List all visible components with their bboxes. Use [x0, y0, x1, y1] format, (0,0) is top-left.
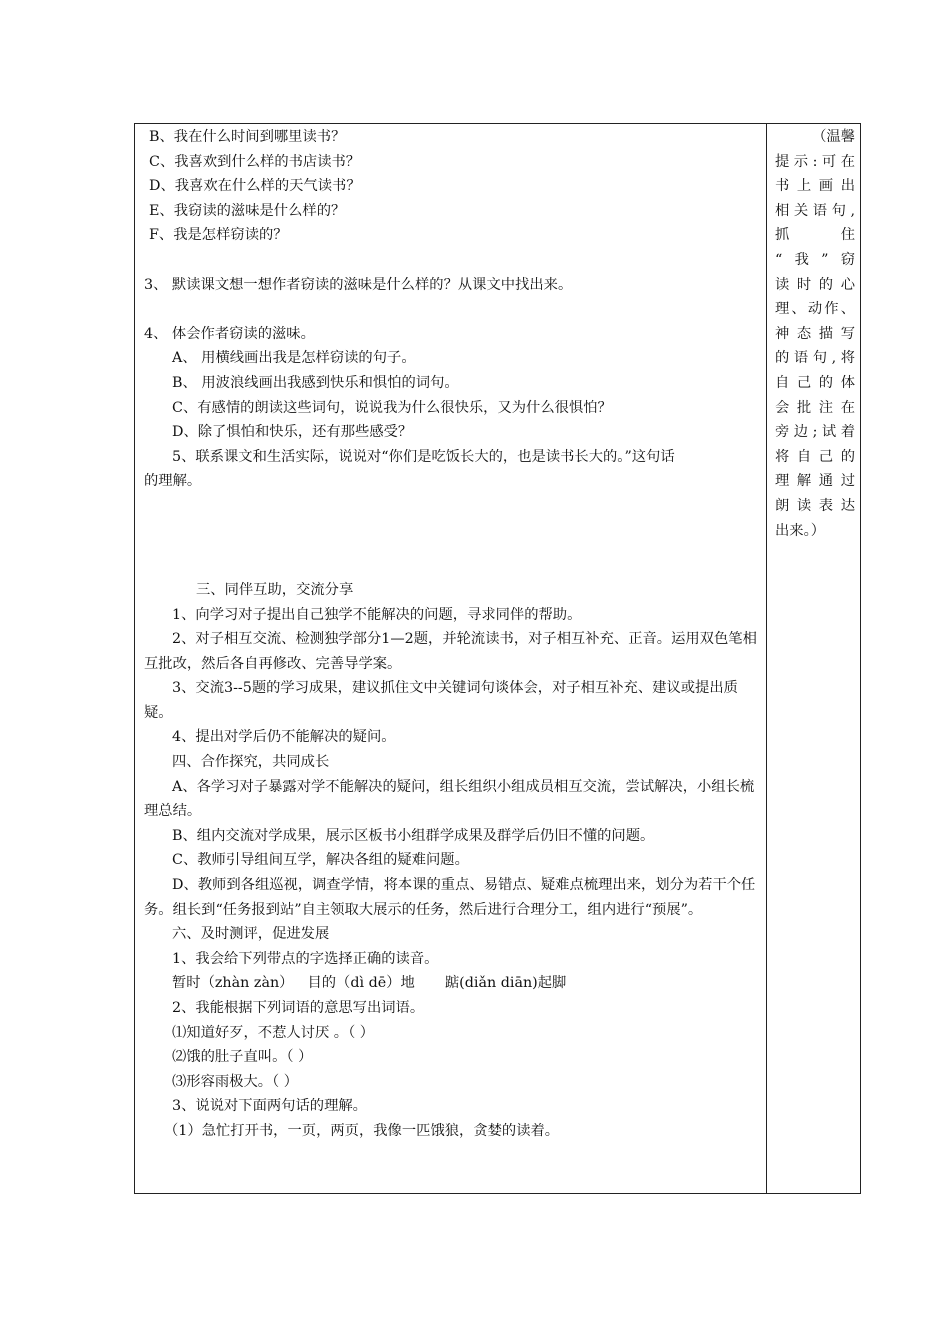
- hint-line: 抓 住: [775, 227, 855, 244]
- hint-line: 会批注在: [775, 399, 855, 416]
- section-4-item-d: D、教师到各组巡视，调查学情，将本课的重点、易错点、疑难点梳理出来，划分为若干个任务。组长到“任务报到站”自主领取大展示的任务，然后进行合理分工，组内进行“预展”。: [144, 877, 756, 918]
- section-4-item-a: A、各学习对子暴露对学不能解决的疑问，组长组织小组成员相互交流，尝试解决，小组长梳理总结。: [144, 778, 755, 820]
- q4-item-c: C、有感情的朗读这些词句，说说我为什么很快乐，又为什么很惧怕？: [172, 399, 612, 416]
- s6-q3-item-1: （1）急忙打开书，一页，两页，我像一匹饿狼，贪婪的读着。: [164, 1122, 560, 1139]
- hint-line: 读时的心: [775, 276, 855, 293]
- q2-option-d: D、我喜欢在什么样的天气读书？: [149, 178, 361, 195]
- s6-q1-pinyin-row: [144, 971, 760, 996]
- main-column: [144, 125, 760, 1144]
- q2-option-f: F、我是怎样窃读的？: [149, 227, 288, 244]
- section-3-item-4: 4、提出对学后仍不能解决的疑问。: [172, 729, 396, 746]
- hint-line: （温馨: [812, 129, 855, 145]
- hint-line: 朗读表达: [775, 497, 855, 514]
- q4-item-d: D、除了惧怕和快乐，还有那些感受？: [172, 424, 413, 441]
- q2-option-c: C、我喜欢到什么样的书店读书？: [149, 153, 361, 170]
- pinyin-choice-dianjiao: 踮(diǎn diān)起脚: [444, 975, 567, 992]
- q4-item-b: B、 用波浪线画出我感到快乐和惧怕的词句。: [172, 374, 459, 391]
- hint-line: 书上画出: [775, 178, 855, 195]
- column-divider: [766, 123, 767, 1194]
- pinyin-choice-zanshi: 暂时（zhàn zàn）: [172, 975, 294, 992]
- s6-q2-item-2: ⑵饿的肚子直叫。（ ）: [172, 1049, 313, 1066]
- hint-line: 将自己的: [775, 448, 855, 465]
- section-4-item-b: B、组内交流对学成果，展示区板书小组群学成果及群学后仍旧不懂的问题。: [172, 827, 655, 844]
- hint-line: 自己的体: [775, 374, 855, 391]
- section-3-item-2: 2、对子相互交流、检测独学部分1—2题，并轮流读书，对子相互补充、正音。运用双色笔相互批改，然后各自再修改、完善导学案。: [144, 631, 757, 672]
- hint-line: “我”窃: [775, 251, 855, 268]
- s6-question-3: 3、说说对下面两句话的理解。: [172, 1098, 367, 1115]
- hint-line: 相关语句,: [775, 202, 855, 219]
- hint-line: 的语句,将: [775, 350, 855, 367]
- section-3-item-1: 1、向学习对子提出自己独学不能解决的问题，寻求同伴的帮助。: [172, 606, 582, 623]
- s6-q2-item-1: ⑴知道好歹，不惹人讨厌 。（ ）: [172, 1024, 375, 1041]
- section-3-title: 三、同伴互助，交流分享: [196, 581, 354, 598]
- section-4-item-c: C、教师引导组间互学，解决各组的疑难问题。: [172, 852, 469, 869]
- q4-item-a: A、 用横线画出我是怎样窃读的句子。: [172, 350, 416, 367]
- question-4: 4、 体会作者窃读的滋味。: [144, 325, 315, 342]
- section-4-title: 四、合作探究，共同成长: [172, 754, 330, 771]
- hint-column: [775, 125, 855, 543]
- hint-line: 神态描写: [775, 325, 855, 342]
- hint-line: 理解通过: [775, 473, 855, 490]
- section-3-item-3: 3、交流3--5题的学习成果，建议抓住文中关键词句谈体会，对子相互补充、建议或提出质疑。: [144, 680, 738, 721]
- q2-option-b: B、我在什么时间到哪里读书？: [149, 129, 346, 145]
- s6-question-2: 2、我能根据下列词语的意思写出词语。: [172, 1000, 425, 1016]
- hint-line: 提示:可在: [775, 153, 855, 170]
- section-6-title: 六、及时测评，促进发展: [172, 926, 330, 943]
- hint-line: 理、动作、: [775, 301, 855, 318]
- q2-option-e: E、我窃读的滋味是什么样的？: [149, 202, 346, 219]
- s6-q2-item-3: ⑶形容雨极大。（ ）: [172, 1073, 299, 1090]
- question-5-line-2: 的理解。: [144, 473, 202, 490]
- s6-question-1: 1、我会给下列带点的字选择正确的读音。: [172, 950, 439, 967]
- question-3: 3、 默读课文想一想作者窃读的滋味是什么样的？从课文中找出来。: [144, 276, 573, 293]
- hint-line: 旁边;试着: [775, 424, 855, 441]
- pinyin-choice-mudi: 目的（dì dē）地: [307, 975, 415, 992]
- hint-line: 出来。）: [775, 522, 826, 539]
- question-5-line-1: 5、联系课文和生活实际，说说对“你们是吃饭长大的，也是读书长大的。”这句话: [172, 448, 675, 465]
